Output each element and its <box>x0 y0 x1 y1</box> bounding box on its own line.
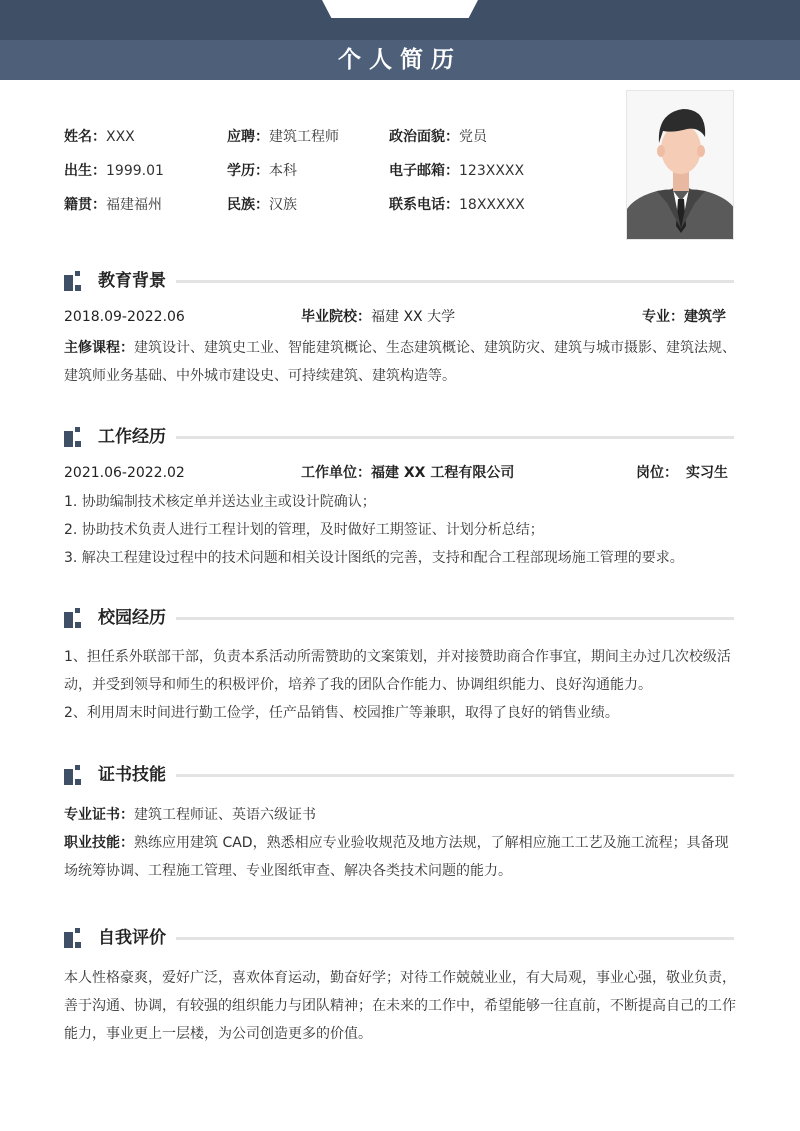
education-courses: 主修课程：建筑设计、建筑史工业、智能建筑概论、生态建筑概论、建筑防灾、建筑与城市摄影、建筑法规、建筑师业务基础、中外城市建设史、可持续建筑、建筑构造等。 <box>64 340 736 384</box>
work-company: 工作单位：福建 XX 工程有限公司 <box>301 465 515 481</box>
section-block-icon <box>64 928 86 948</box>
section-divider <box>176 774 734 777</box>
work-period: 2021.06-2022.02 <box>64 465 185 481</box>
section-skills-header <box>64 763 734 787</box>
section-block-icon <box>64 765 86 785</box>
section-title: 校园经历 <box>98 608 166 628</box>
list-item: 1、担任系外联部干部，负责本系活动所需赞助的文案策划，并对接赞助商合作事宜，期间主办过几次校级活动，并受到领导和师生的积极评价，培养了我的团队合作能力、协调组织能力、良好沟通能力。 <box>64 649 731 693</box>
avatar-icon <box>627 91 734 240</box>
section-education-header <box>64 269 734 293</box>
profile-hometown: 籍贯：福建福州 <box>64 197 162 213</box>
section-title: 教育背景 <box>98 271 166 291</box>
section-divider <box>176 280 734 283</box>
skills-abilities: 职业技能：熟练应用建筑 CAD，熟悉相应专业验收规范及地方法规，了解相应施工工艺及施工流程；具备现场统筹协调、工程施工管理、专业图纸审查、解决各类技术问题的能力。 <box>64 835 729 879</box>
education-major: 专业：建筑学 <box>642 309 726 325</box>
education-period: 2018.09-2022.06 <box>64 309 185 325</box>
section-divider <box>176 617 734 620</box>
header-bar <box>0 0 800 80</box>
profile-ethnicity: 民族：汉族 <box>227 197 297 213</box>
section-title: 证书技能 <box>98 765 166 785</box>
campus-experience <box>64 643 736 727</box>
section-campus-header <box>64 606 734 630</box>
section-work-header <box>64 425 734 449</box>
work-position: 岗位： 实习生 <box>636 465 728 481</box>
skills-certificates: 专业证书：建筑工程师证、英语六级证书 <box>64 807 316 823</box>
section-block-icon <box>64 271 86 291</box>
profile-phone: 联系电话：18XXXXX <box>389 197 525 213</box>
list-item: 2. 协助技术负责人进行工程计划的管理，及时做好工期签证、计划分析总结； <box>64 522 544 538</box>
section-divider <box>176 436 734 439</box>
section-block-icon <box>64 608 86 628</box>
section-title: 自我评价 <box>98 928 166 948</box>
section-title: 工作经历 <box>98 427 166 447</box>
profile-email: 电子邮箱：123XXXX <box>389 163 525 179</box>
profile-birth: 出生：1999.01 <box>64 163 164 179</box>
header-notch <box>322 0 478 18</box>
work-duties <box>64 488 736 572</box>
list-item: 1. 协助编制技术核定单并送达业主或设计院确认； <box>64 494 376 510</box>
profile-photo <box>626 90 734 240</box>
section-block-icon <box>64 427 86 447</box>
section-divider <box>176 937 734 940</box>
profile-position: 应聘：建筑工程师 <box>227 129 339 145</box>
self-evaluation-text: 本人性格豪爽，爱好广泛，喜欢体育运动，勤奋好学；对待工作兢兢业业，有大局观，事业心强，敬业负责，善于沟通、协调，有较强的组织能力与团队精神；在未来的工作中，希望能够一往直前，不断提高自己的工作能力，事业更上一层楼，为公司创造更多的价值。 <box>64 970 736 1042</box>
section-self-eval-header <box>64 926 734 950</box>
profile-name: 姓名：XXX <box>64 129 135 145</box>
page-title: 个人简历 <box>338 47 462 73</box>
education-school: 毕业院校：福建 XX 大学 <box>301 309 456 325</box>
profile-degree: 学历：本科 <box>227 163 297 179</box>
list-item: 2、利用周末时间进行勤工俭学，任产品销售、校园推广等兼职，取得了良好的销售业绩。 <box>64 705 619 721</box>
profile-politics: 政治面貌：党员 <box>389 129 487 145</box>
list-item: 3. 解决工程建设过程中的技术问题和相关设计图纸的完善，支持和配合工程部现场施工管理的要求。 <box>64 550 684 566</box>
